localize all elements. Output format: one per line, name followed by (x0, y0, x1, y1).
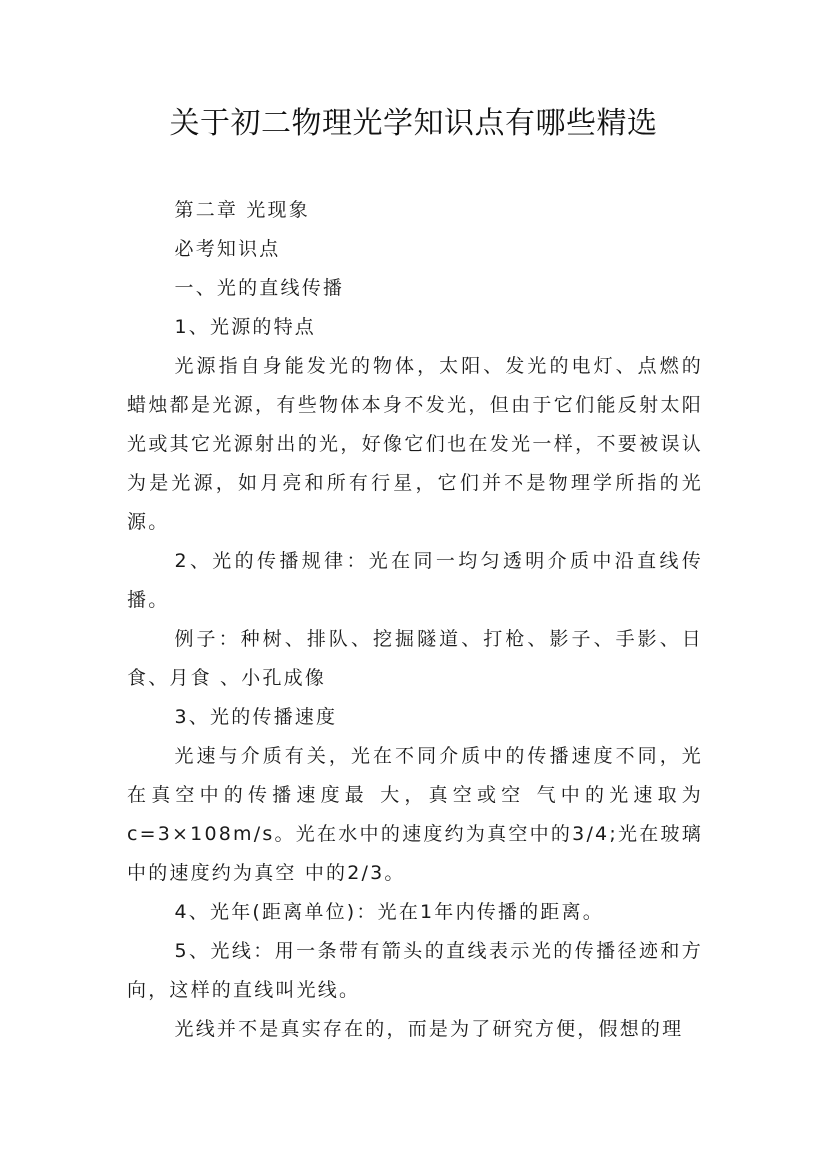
paragraph: 2、光的传播规律：光在同一均匀透明介质中沿直线传播。 (127, 550, 703, 611)
subsection-heading: 1、光源的特点 (174, 316, 316, 338)
document-title: 关于初二物理光学知识点有哪些精选 (169, 106, 658, 141)
paragraph: 4、光年(距离单位)：光在1年内传播的距离。 (174, 901, 604, 923)
paragraph: 光线并不是真实存在的，而是为了研究方便，假想的理 (174, 1018, 684, 1040)
paragraph: 例子：种树、排队、挖掘隧道、打枪、影子、手影、日食、月食 、小孔成像 (127, 628, 703, 689)
paragraph: 光源指自身能发光的物体，太阳、发光的电灯、点燃的蜡烛都是光源，有些物体本身不发光，但由于它们能反射太阳光或其它光源射出的光，好像它们也在发光一样，不要被误认为是光源，如月亮和所有行星，它们并不是物理学所指的光源。 (127, 355, 703, 533)
paragraph: 光速与介质有关，光在不同介质中的传播速度不同，光在真空中的传播速度最 大，真空或空 气中的光速取为c=3×108m/s。光在水中的速度约为真空中的3/4;光在玻璃中的速度约为真空 中的2/3。 (127, 745, 703, 884)
section-heading: 一、光的直线传播 (174, 277, 345, 299)
section-label: 必考知识点 (174, 238, 281, 260)
subsection-heading: 3、光的传播速度 (174, 706, 338, 728)
document-body (127, 191, 703, 1049)
chapter-heading: 第二章 光现象 (174, 199, 310, 221)
paragraph: 5、光线：用一条带有箭头的直线表示光的传播径迹和方向，这样的直线叫光线。 (127, 940, 703, 1001)
